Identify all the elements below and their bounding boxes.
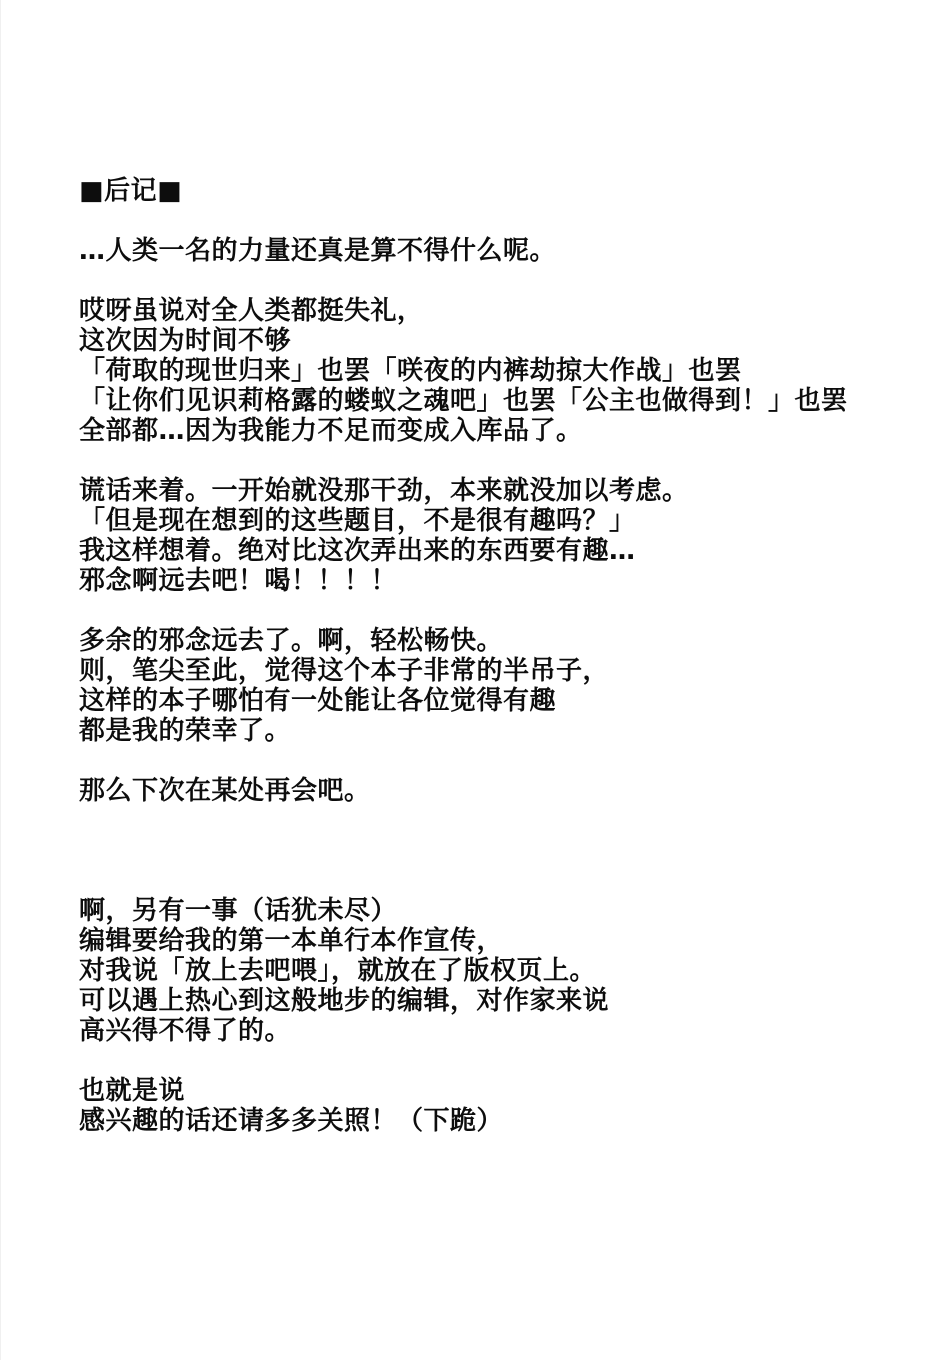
text-line: 啊，另有一事（话犹未尽） (79, 896, 398, 926)
paragraph-6 (79, 896, 910, 1046)
text-line: 那么下次在某处再会吧。 (79, 776, 371, 806)
paragraph-1 (79, 236, 910, 266)
text-line: 高兴得不得了的。 (79, 1016, 292, 1046)
text-line: 这样的本子哪怕有一处能让各位觉得有趣 (79, 686, 557, 716)
afterword-heading: ■后记■ (79, 176, 183, 206)
paragraph-7 (79, 1076, 910, 1136)
paragraph-5 (79, 776, 910, 806)
text-line: 感兴趣的话还请多多关照！（下跪） (79, 1106, 504, 1136)
text-line: 多余的邪念远去了。啊，轻松畅快。 (79, 626, 504, 656)
text-line: …人类一名的力量还真是算不得什么呢。 (79, 236, 557, 266)
text-line: 「让你们见识莉格露的蝼蚁之魂吧」也罢「公主也做得到！」也罢 (79, 386, 848, 416)
text-line: 邪念啊远去吧！喝！！！！ (79, 566, 398, 596)
text-line: 则，笔尖至此，觉得这个本子非常的半吊子， (79, 656, 610, 686)
text-line: 「但是现在想到的这些题目，不是很有趣吗？」 (79, 506, 636, 536)
text-line: 全部都…因为我能力不足而变成入库品了。 (79, 416, 583, 446)
text-line: 谎话来着。一开始就没那干劲，本来就没加以考虑。 (79, 476, 689, 506)
text-line: 「荷取的现世归来」也罢「咲夜的内裤劫掠大作战」也罢 (79, 356, 742, 386)
text-line: 我这样想着。绝对比这次弄出来的东西要有趣… (79, 536, 636, 566)
text-line: 可以遇上热心到这般地步的编辑，对作家来说 (79, 986, 610, 1016)
paragraph-3 (79, 476, 910, 596)
paragraph-2 (79, 296, 910, 446)
text-line: 对我说「放上去吧喂」，就放在了版权页上。 (79, 956, 597, 986)
paragraph-4 (79, 626, 910, 746)
text-line: 这次因为时间不够 (79, 326, 292, 356)
text-line: 都是我的荣幸了。 (79, 716, 292, 746)
text-line: 也就是说 (79, 1076, 186, 1106)
text-line: 哎呀虽说对全人类都挺失礼， (79, 296, 424, 326)
text-line: 编辑要给我的第一本单行本作宣传， (79, 926, 504, 956)
